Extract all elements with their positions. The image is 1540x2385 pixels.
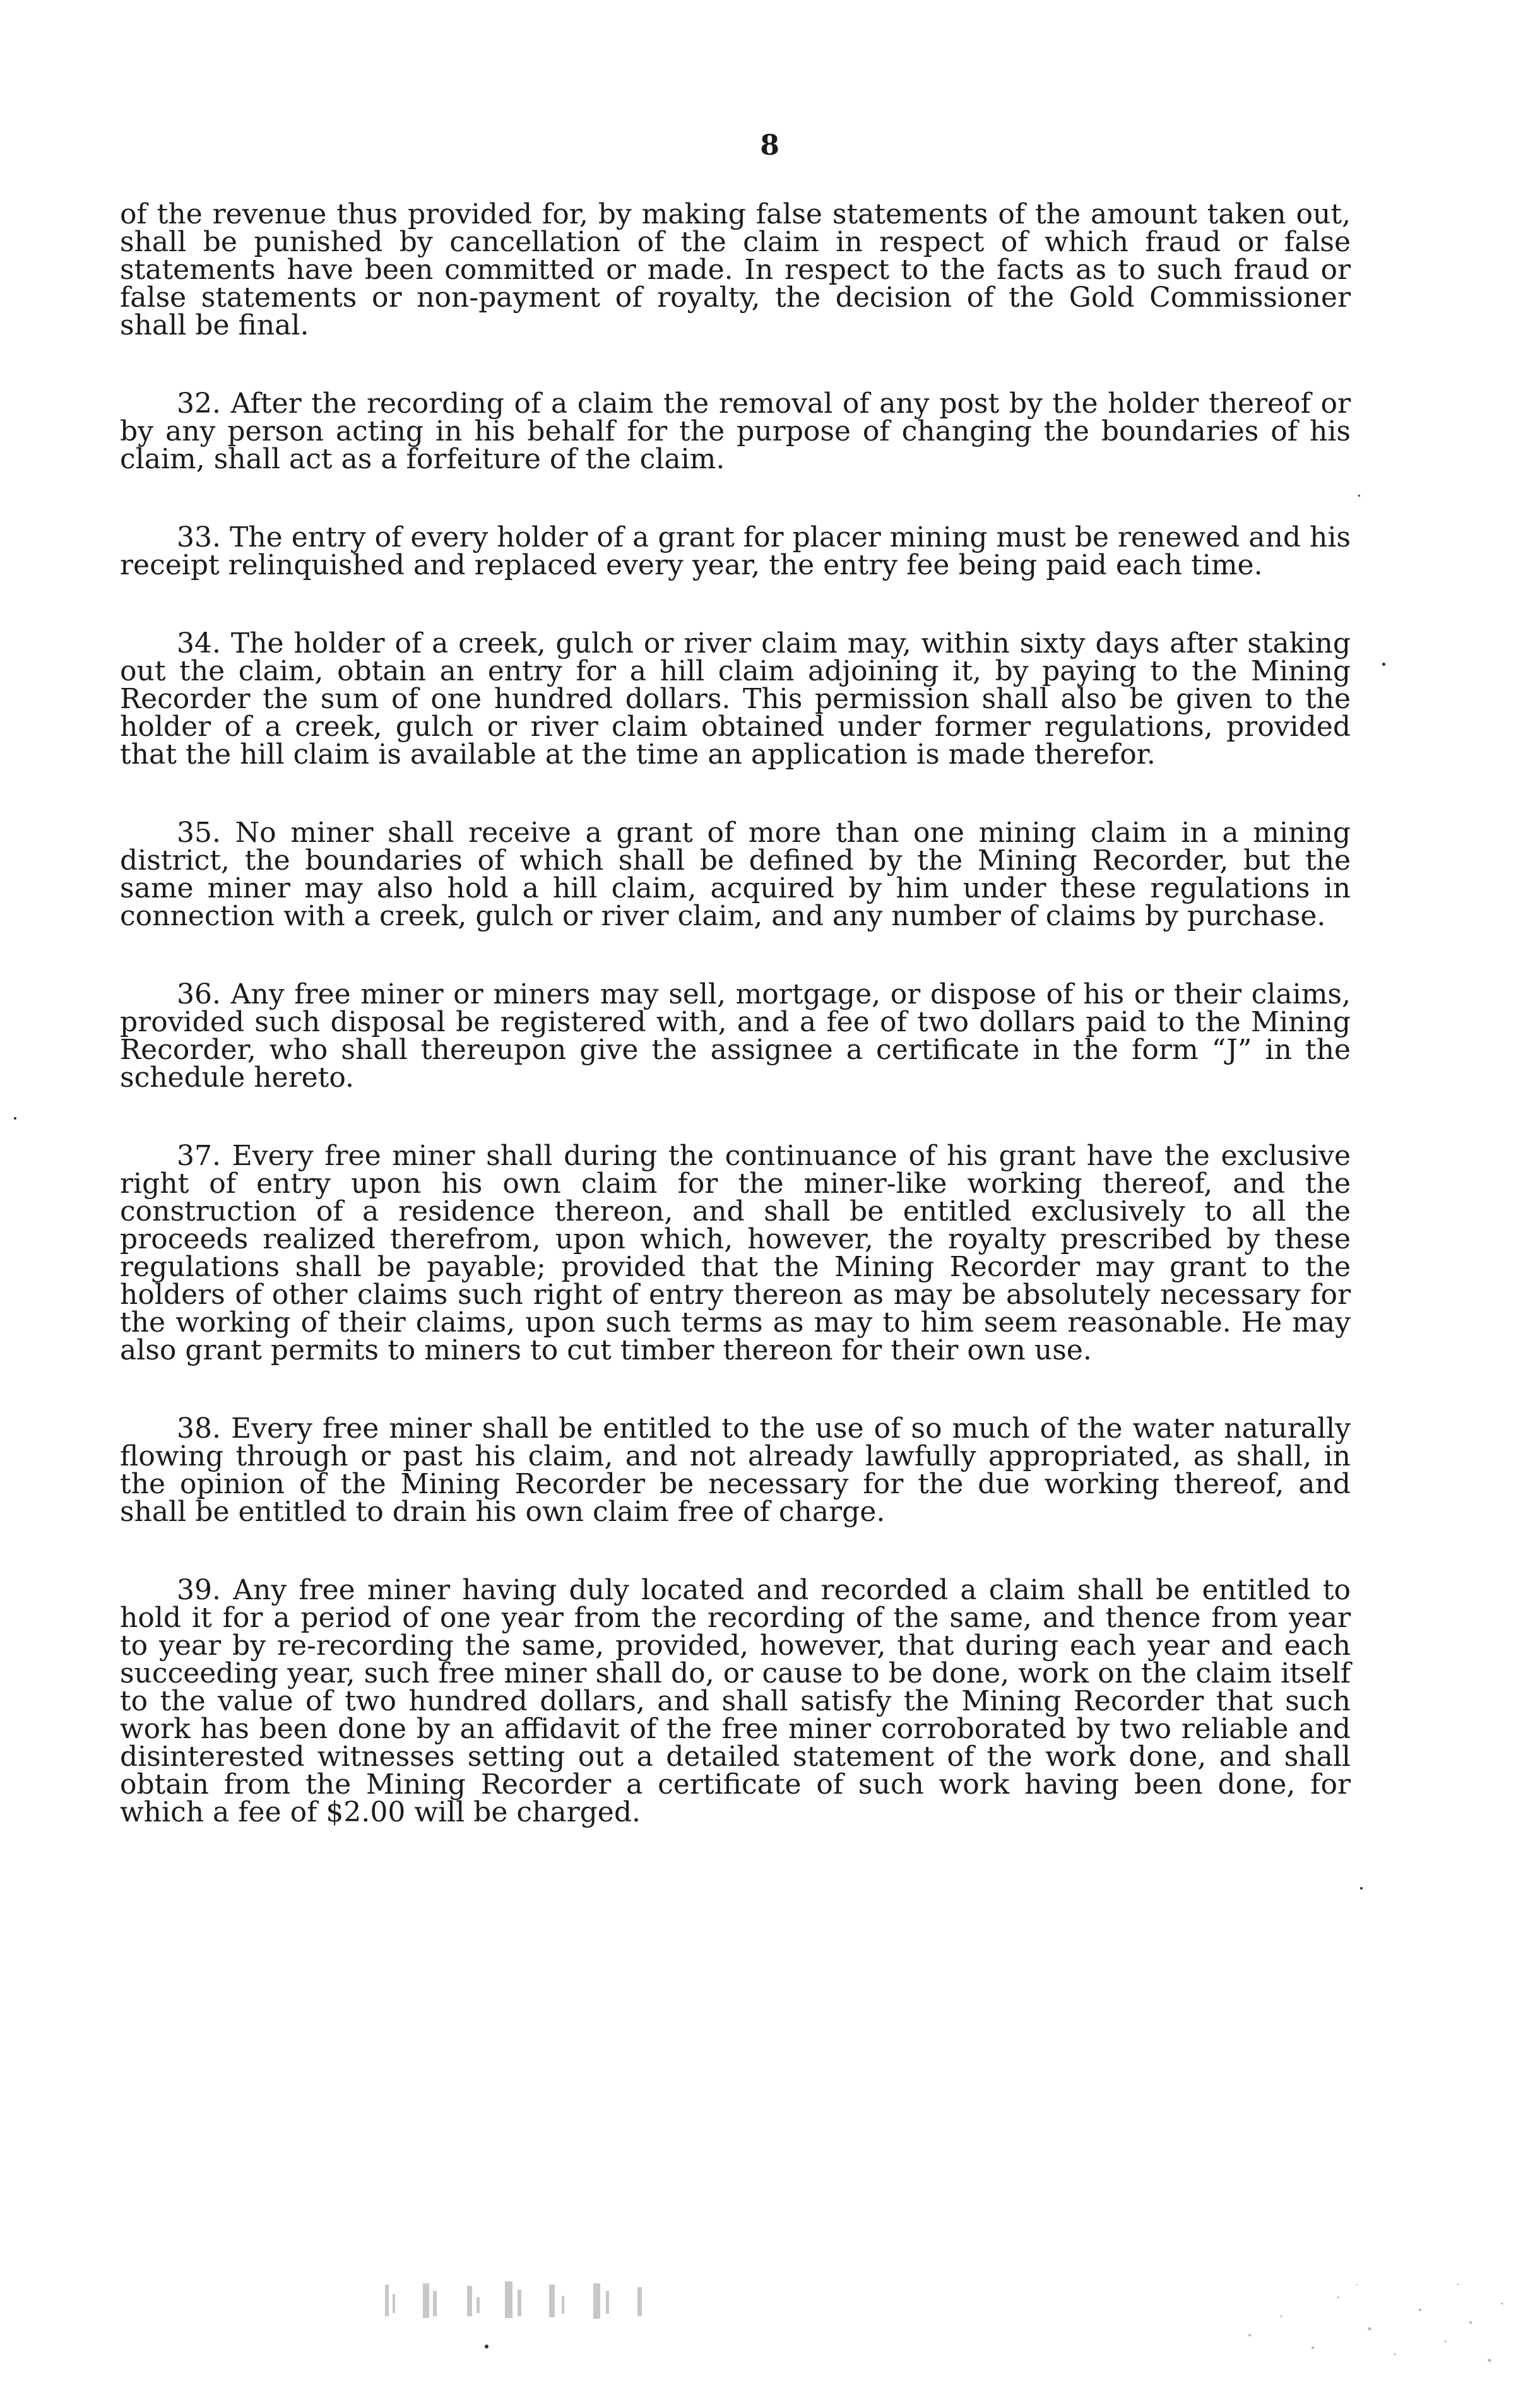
library-stamp-mark [379,2272,694,2335]
scan-dot [1358,495,1360,497]
paragraph-text: of the revenue thus provided for, by making false statements of the amount taken out, shall be punished by cancellation of the claim in respect of which fraud or false statements have been committed or made. In respect to the facts as to such fraud or false statements or non-payment of royalty, the decision of the Gold Commissioner shall be final. [120,198,1351,341]
paragraph-35 [120,819,1351,930]
paragraph-number: 32. [177,388,221,420]
scan-dot [485,2345,489,2348]
paragraph-text: The holder of a creek, gulch or river claim may, within sixty days after staking out the claim, obtain an entry for a hill claim adjoining it, by paying to the Mining Recorder the sum of one hundred dollars. This permission shall also be given to the holder of a creek, gulch or river claim obtained under former regulations, provided that the hill claim is available at the time an application is made therefor. [120,627,1351,771]
scan-speckle [1231,2259,1515,2373]
paragraph-text: Every free miner shall during the continuance of his grant have the exclusive right of entry upon his own claim for the miner-like working thereof, and the construction of a residence thereon, and shall be entitled exclusively to all the proceeds realized therefrom, upon which, however, the royalty prescribed by these regulations shall be payable; provided that the Mining Recorder may grant to the holders of other claims such right of entry thereon as may be absolutely necessary for the working of their claims, upon such terms as may to him seem reasonable. He may also grant permits to miners to cut timber thereon for their own use. [120,1140,1351,1366]
paragraph-number: 38. [177,1412,221,1445]
paragraph-text: The entry of every holder of a grant for placer mining must be renewed and his receipt relinquished and replaced every year, the entry fee being paid each time. [120,521,1351,581]
paragraph-text: Any free miner or miners may sell, mortgage, or dispose of his or their claims, provided such disposal be registered with, and a fee of two dollars paid to the Mining Recorder, who shall thereupon give the assignee a certificate in the form “J” in the schedule hereto. [120,978,1351,1094]
paragraph-text: Any free miner having duly located and recorded a claim shall be entitled to hold it for a period of one year from the recording of the same, and thence from year to year by re-recording the same, provided, however, that during each year and each succeeding year, such free miner shall do, or cause to be done, work on the claim itself to the value of two hundred dollars, and shall satisfy the Mining Recorder that such work has been done by an affidavit of the free miner corroborated by two reliable and disinterested witnesses setting out a detailed statement of the work done, and shall obtain from the Mining Recorder a certificate of such work having been done, for which a fee of $2.00 will be charged. [120,1574,1351,1828]
paragraph-text: Every free miner shall be entitled to the use of so much of the water naturally flowing through or past his claim, and not already lawfully appropriated, as shall, in the opinion of the Mining Recorder be necessary for the due working thereof, and shall be entitled to drain his own claim free of charge. [120,1412,1351,1528]
paragraph-number: 37. [177,1140,221,1172]
body-text [120,198,1351,1877]
paragraph-text: No miner shall receive a grant of more than one mining claim in a mining district, the boundaries of which shall be defined by the Mining Recorder, but the same miner may also hold a hill claim, acquired by him under these regulations in connection with a creek, gulch or river claim, and any number of claims by purchase. [120,817,1351,932]
paragraph-number: 33. [177,521,221,553]
paragraph-number: 34. [177,627,221,660]
paragraph-32 [120,390,1351,473]
paragraph-33 [120,521,1351,581]
paragraph-continued [120,198,1351,341]
paragraph-38 [120,1412,1351,1528]
paragraph-34 [120,627,1351,771]
paragraph-number: 36. [177,978,221,1010]
paragraph-number: 35. [177,817,221,849]
scan-dot [1360,1887,1363,1890]
scan-dot [14,1117,16,1120]
scan-dot [1382,663,1385,666]
paragraph-number: 39. [177,1574,221,1606]
paragraph-39 [120,1574,1351,1828]
page-number: 8 [760,129,780,162]
paragraph-37 [120,1142,1351,1364]
paragraph-text: After the recording of a claim the removal of any post by the holder thereof or by any person acting in his behalf for the purpose of changing the boundaries of his claim, shall act as a forfeiture of the claim. [120,388,1351,475]
paragraph-36 [120,978,1351,1094]
